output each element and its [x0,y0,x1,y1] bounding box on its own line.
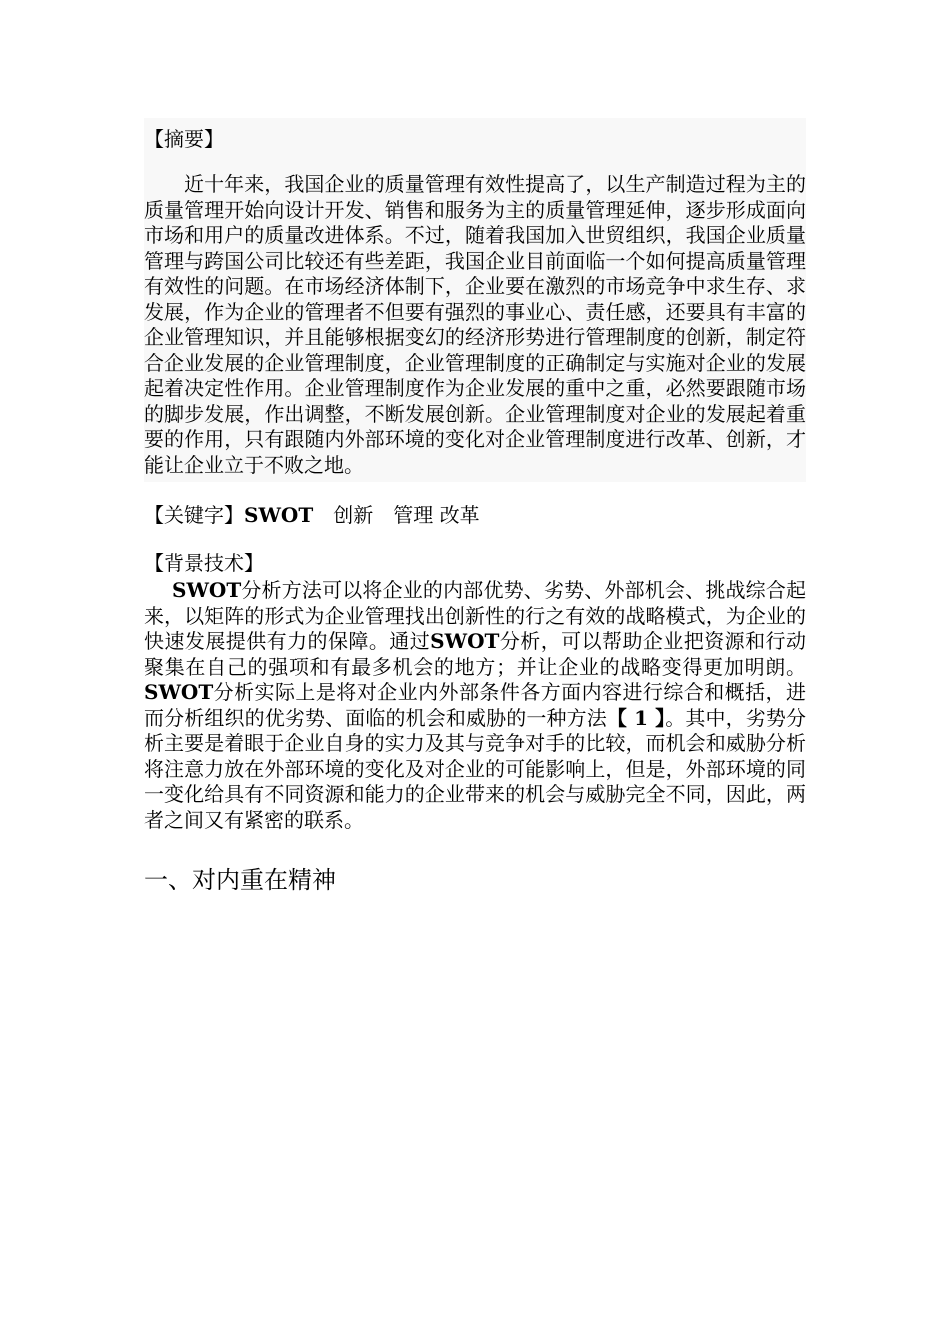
swot-term: SWOT [144,680,214,704]
keywords-label: 【关键字】 [144,503,244,527]
background-text-part: 。其中，劣势分析主要是着眼于企业自身的实力及其与竞争对手的比较，而机会和威胁分析将注意力放在外部环境的变化及对企业的可能影响上，但是，外部环境的同一变化给具有不同资源和能力的企业带来的机会与威胁完全不同，因此，两者之间又有紧密的联系。 [144,705,807,832]
background-text-part: 分析实际上是将对企业内外部条件各方面内容进行综合和概括，进而分析组织的优劣势、面临的机会和威胁的一种方法 [144,680,806,730]
background-paragraph [144,578,806,833]
swot-term: SWOT [172,578,242,602]
background-heading: 【背景技术】 [144,551,264,575]
abstract-heading: 【摘要】 [144,127,224,151]
reference-marker: 【 1 】 [606,705,666,730]
abstract-section [144,118,806,482]
keywords-rest: 创新 管理 改革 [333,503,480,527]
abstract-paragraph: 近十年来，我国企业的质量管理有效性提高了，以生产制造过程为主的质量管理开始向设计开发、销售和服务为主的质量管理延伸，逐步形成面向市场和用户的质量改进体系。不过，随着我国加入世贸组织，我国企业质量管理与跨国公司比较还有些差距，我国企业目前面临一个如何提高质量管理有效性的问题。在市场经济体制下，企业要在激烈的市场竞争中求生存、求发展，作为企业的管理者不但要有强烈的事业心、责任感，还要具有丰富的企业管理知识，并且能够根据变幻的经济形势进行管理制度的创新，制定符合企业发展的企业管理制度，企业管理制度的正确制定与实施对企业的发展起着决定性作用。企业管理制度作为企业发展的重中之重，必然要跟随市场的脚步发展，作出调整，不断发展创新。企业管理制度对企业的发展起着重要的作用，只有跟随内外部环境的变化对企业管理制度进行改革、创新，才能让企业立于不败之地。 [144,172,806,477]
background-text-part: 分析方法可以将企业的内部优势、劣势、外部机会、挑战综合起来，以矩阵的形式为企业管理找出创新性的行之有效的战略模式，为企业的快速发展提供有力的保障。通过 [144,578,806,653]
background-text-part: 分析，可以帮助企业把资源和行动聚集在自己的强项和有最多机会的地方；并让企业的战略变得更加明朗。 [144,629,807,679]
keywords-line [144,500,806,530]
section-title: 一、对内重在精神 [144,866,336,894]
document-page [144,118,806,897]
swot-term: SWOT [430,629,500,653]
keyword-swot: SWOT [244,503,314,527]
